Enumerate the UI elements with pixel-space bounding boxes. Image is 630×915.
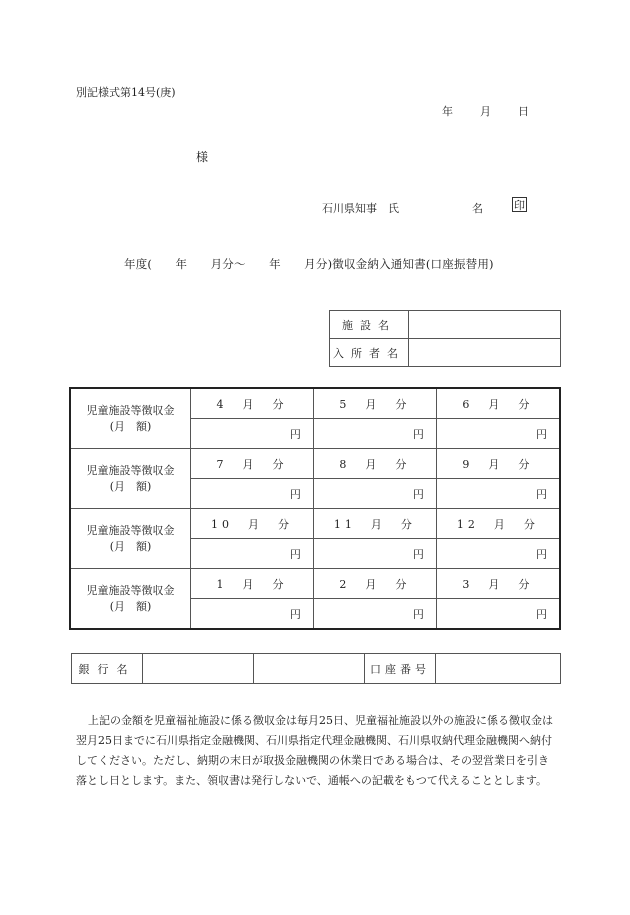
fee-sublabel: (月 額) [109,539,152,553]
date-month-label: 月 [480,105,491,118]
month-label: 11 月 分 [313,509,436,539]
month-label: 10 月 分 [191,509,314,539]
facility-name-label: 施設名 [330,311,409,339]
month-label: 5 月 分 [313,388,436,419]
issuer-line [322,200,483,216]
amount-field[interactable]: 円 [313,479,436,509]
form-number: 別記様式第14号(庚) [76,86,176,99]
fee-row-label [70,509,191,569]
fee-label: 児童施設等徴収金 [86,583,175,597]
amount-field[interactable]: 円 [313,539,436,569]
amount-field[interactable]: 円 [313,419,436,449]
bank-name-label: 銀行名 [72,654,143,684]
month-label: 6 月 分 [436,388,560,419]
date-day-label: 日 [518,105,529,118]
month-label: 12 月 分 [436,509,560,539]
fee-label: 児童施設等徴収金 [86,523,175,537]
seal-stamp: 印 [514,199,525,212]
amount-field[interactable]: 円 [313,599,436,630]
fee-row-label [70,449,191,509]
fee-label: 児童施設等徴収金 [86,463,175,477]
fee-month-row [70,509,560,539]
amount-field[interactable]: 円 [191,599,314,630]
fee-sublabel: (月 額) [109,599,152,613]
fee-month-row [70,449,560,479]
amount-field[interactable]: 円 [436,479,560,509]
fee-label: 児童施設等徴収金 [86,403,175,417]
facility-row-name [330,311,561,339]
month-label: 1 月 分 [191,569,314,599]
bank-name-field[interactable] [143,654,254,684]
resident-name-field[interactable] [409,339,561,367]
amount-field[interactable]: 円 [191,479,314,509]
amount-field[interactable]: 円 [191,539,314,569]
bank-table [71,653,561,684]
date-year-label: 年 [442,105,453,118]
amount-field[interactable]: 円 [436,419,560,449]
account-number-label: 口座番号 [365,654,436,684]
amount-field[interactable]: 円 [191,419,314,449]
bank-branch-field[interactable] [254,654,365,684]
month-label: 7 月 分 [191,449,314,479]
month-label: 9 月 分 [436,449,560,479]
account-number-field[interactable] [436,654,561,684]
amount-field[interactable]: 円 [436,539,560,569]
facility-table [329,310,561,367]
bank-row [72,654,561,684]
explanation-text: 上記の金額を児童福祉施設に係る徴収金は毎月25日、児童福祉施設以外の施設に係る徴収金は翌月25日までに石川県指定金融機関、石川県指定代理金融機関、石川県収納代理金融機関へ納付してください。ただし、納期の末日が取扱金融機関の休業日である場合は、その翌営業日を引き落とし日とします。また、領収書は発行しないで、通帳への記載をもつて代えることとします。 [76,714,553,787]
amount-field[interactable]: 円 [436,599,560,630]
fee-month-row [70,388,560,419]
resident-name-label: 入所者名 [330,339,409,367]
month-label: 8 月 分 [313,449,436,479]
fee-sublabel: (月 額) [109,419,152,433]
fee-row-label [70,569,191,630]
fee-month-row [70,569,560,599]
fee-sublabel: (月 額) [109,479,152,493]
date-line [442,103,529,119]
fee-row-label [70,388,191,449]
facility-row-resident [330,339,561,367]
addressee-suffix: 様 [196,150,209,164]
month-label: 3 月 分 [436,569,560,599]
month-label: 2 月 分 [313,569,436,599]
issuer-name-label: 名 [472,202,483,215]
notice-title: 年度( 年 月分〜 年 月分)徴収金納入通知書(口座振替用) [124,257,494,271]
month-label: 4 月 分 [191,388,314,419]
issuer-title: 石川県知事 氏 [322,202,399,215]
fee-table [69,387,561,630]
facility-name-field[interactable] [409,311,561,339]
